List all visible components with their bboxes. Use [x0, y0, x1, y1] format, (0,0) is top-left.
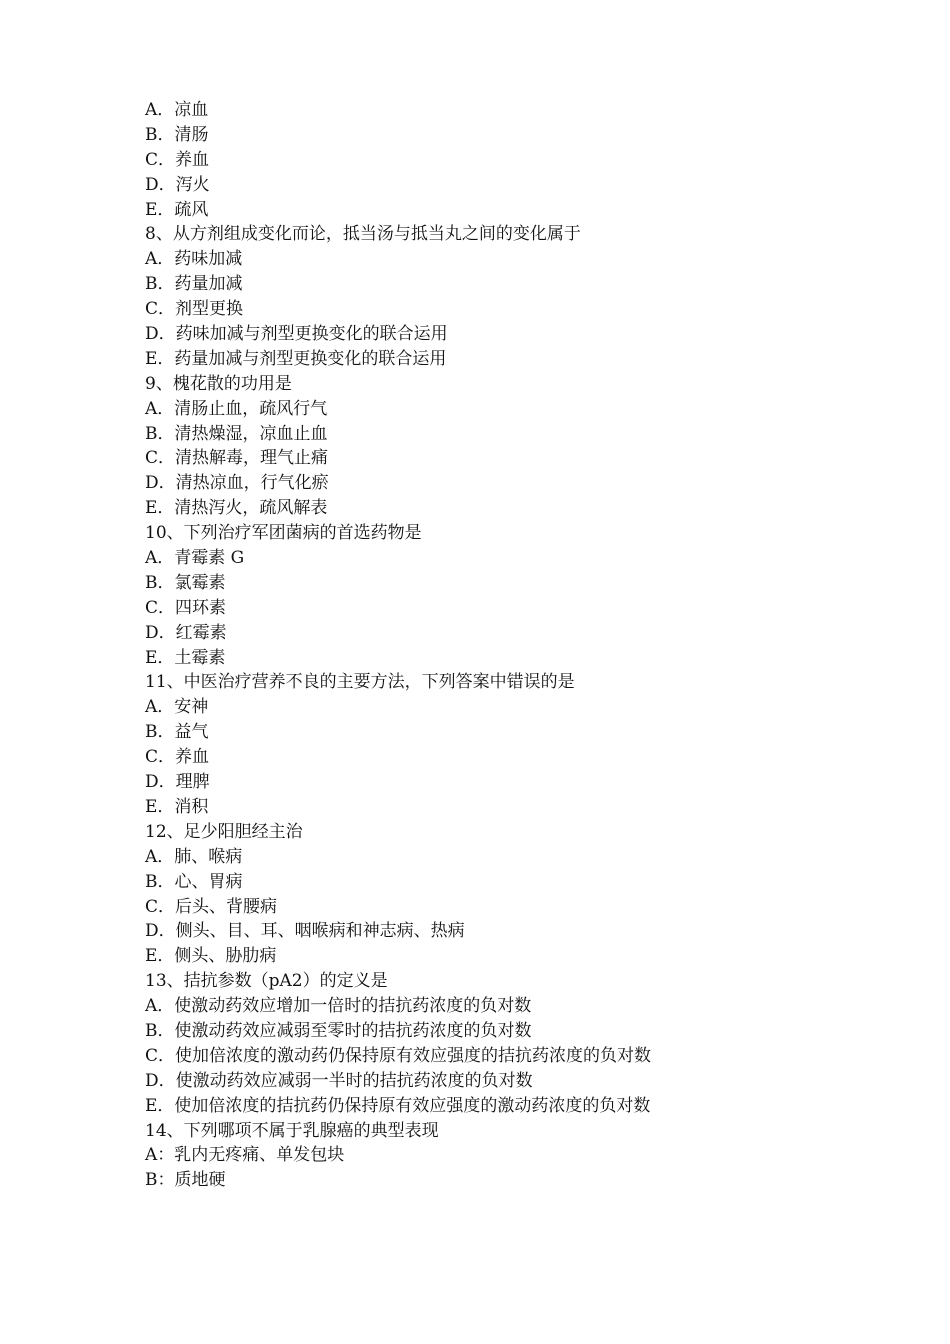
- text-line: D．清热凉血，行气化瘀: [145, 473, 329, 494]
- text-line: E．疏风: [145, 199, 209, 220]
- text-line: 8、从方剂组成变化而论，抵当汤与抵当丸之间的变化属于: [145, 224, 581, 245]
- text-line: D．药味加减与剂型更换变化的联合运用: [145, 324, 448, 345]
- text-line: A．青霉素 G: [145, 548, 245, 569]
- text-line: 11、中医治疗营养不良的主要方法，下列答案中错误的是: [145, 672, 575, 693]
- text-line: D．红霉素: [145, 622, 227, 643]
- text-line: E．使加倍浓度的拮抗药仍保持原有效应强度的激动药浓度的负对数: [145, 1095, 651, 1116]
- text-line: E．清热泻火，疏风解表: [145, 498, 328, 519]
- text-line: 14、下列哪项不属于乳腺癌的典型表现: [145, 1120, 439, 1141]
- text-line: E．药量加减与剂型更换变化的联合运用: [145, 348, 447, 369]
- text-line: A．肺、喉病: [145, 846, 243, 867]
- text-line: D．侧头、目、耳、咽喉病和神志病、热病: [145, 921, 465, 942]
- text-line: C．养血: [145, 149, 210, 170]
- text-line: E．消积: [145, 796, 209, 817]
- text-line: D．使激动药效应减弱一半时的拮抗药浓度的负对数: [145, 1070, 533, 1091]
- text-line: B．清热燥湿，凉血止血: [145, 423, 328, 444]
- text-line: E．侧头、胁肋病: [145, 946, 277, 967]
- text-line: B．药量加减: [145, 274, 243, 295]
- text-line: B．益气: [145, 722, 209, 743]
- text-line: C．四环素: [145, 597, 227, 618]
- text-line: 9、槐花散的功用是: [145, 373, 292, 394]
- text-line: A．凉血: [145, 100, 209, 120]
- text-line: A．使激动药效应增加一倍时的拮抗药浓度的负对数: [145, 996, 532, 1017]
- text-line: B．心、胃病: [145, 871, 243, 892]
- text-line: B．使激动药效应减弱至零时的拮抗药浓度的负对数: [145, 1020, 532, 1041]
- text-line: A．安神: [145, 697, 209, 718]
- text-line: C．使加倍浓度的激动药仍保持原有效应强度的拮抗药浓度的负对数: [145, 1045, 652, 1066]
- text-line: E．土霉素: [145, 647, 226, 668]
- text-line: B．清肠: [145, 124, 209, 145]
- text-line: C．后头、背腰病: [145, 896, 278, 917]
- text-line: C．剂型更换: [145, 299, 244, 320]
- text-line: D．泻火: [145, 174, 210, 195]
- text-line: 13、拮抗参数（pA2）的定义是: [145, 971, 388, 992]
- text-line: B．氯霉素: [145, 572, 226, 593]
- text-line: C．养血: [145, 747, 210, 768]
- text-line: A．药味加减: [145, 249, 243, 270]
- text-line: 12、足少阳胆经主治: [145, 821, 303, 842]
- text-line: D．理脾: [145, 772, 210, 793]
- text-line: 10、下列治疗军团菌病的首选药物是: [145, 523, 422, 544]
- text-line: A．清肠止血，疏风行气: [145, 398, 328, 419]
- text-line: C．清热解毒，理气止痛: [145, 448, 329, 469]
- text-line: A：乳内无疼痛、单发包块: [145, 1145, 345, 1166]
- text-line: B：质地硬: [145, 1170, 226, 1191]
- document-body: [145, 98, 905, 1193]
